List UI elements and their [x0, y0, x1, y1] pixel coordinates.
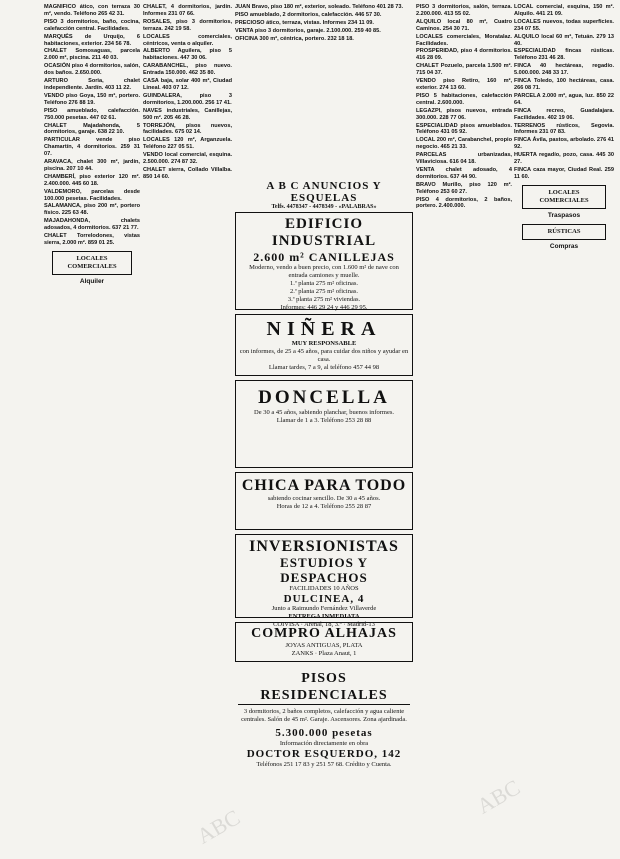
ad-title: NIÑERA [266, 318, 382, 340]
ad-chica-para-todo [235, 472, 413, 530]
classified-ad: LOCALES nuevos, todas superficies. 234 07 55. [514, 18, 614, 32]
classified-ad: JUAN Bravo, piso 180 m², exterior, soleado. Teléfono 401 28 73. [235, 4, 404, 10]
classified-ad: VENDO local comercial, esquina. 2.500.000. 274 87 32. [143, 152, 232, 166]
ad-subtitle: 2.600 m² CANILLEJAS [253, 250, 395, 264]
ad-line: Información directamente en obra [279, 740, 369, 747]
ad-line: ENTREGA INMEDIATA [288, 613, 360, 620]
ad-body: 3 dormitorios, 2 baños completos, calefacción y agua caliente centrales. Salón de 45 m². Garaje. Ascensores. Zona ajardinada. [241, 708, 407, 723]
classified-ad: ALQUILO local 60 m², Tetuán. 279 13 40. [514, 33, 614, 47]
classified-ad: LOCALES 120 m², Arganzuela. Teléfono 227 05 51. [143, 137, 232, 151]
classified-ad: CARABANCHEL, piso nuevo. Entrada 150.000. 462 35 80. [143, 63, 232, 77]
ad-contact: Llamar tardes, 7 a 9, al teléfono 457 44 98 [268, 364, 380, 371]
ad-body: con informes, de 25 a 45 años, para cuidar dos niños y ayudar en casa. [239, 348, 409, 363]
ad-edificio-industrial [235, 212, 413, 310]
ad-title: PISOS RESIDENCIALES [238, 670, 410, 705]
classified-ad: LOCALES comerciales, céntricos, venta o alquiler. [143, 33, 232, 47]
ad-doncella [235, 380, 413, 468]
classified-ad: FINCA caza mayor, Ciudad Real. 259 11 60. [514, 166, 614, 180]
ad-line: FACILIDADES 10 AÑOS [289, 585, 359, 592]
ad-body: sabiendo cocinar sencillo. De 30 a 45 años. [267, 495, 381, 502]
classified-page [6, 4, 614, 854]
classified-ad: GUINDALERA, piso 3 dormitorios, 1.200.000. 256 17 41. [143, 92, 232, 106]
classified-ad: TERRENOS rústicos, Segovia. Informes 231 07 83. [514, 122, 614, 136]
ad-item: 1.ª planta 275 m² oficinas. [289, 280, 358, 287]
classified-ad: FINCA Ávila, pastos, arbolado. 276 41 92. [514, 137, 614, 151]
abc-header [235, 180, 413, 213]
ad-contact: Teléfonos 251 17 83 y 251 57 68. Crédito y Cuenta. [256, 761, 392, 768]
ad-title: COMPRO ALHAJAS [251, 626, 397, 641]
section-label: LOCALES COMERCIALES [67, 254, 117, 270]
section-subtitle: Traspasos [547, 211, 581, 219]
ad-contact: ZANKS · Plaza Anaut, 1 [291, 650, 357, 657]
ad-line: Junto a Raimundo Fernández Villaverde [271, 605, 377, 612]
classified-ad: ESPECIALIDAD fincas rústicas. Teléfono 231 46 28. [514, 48, 614, 62]
ad-body: De 30 a 45 años, sabiendo planchar, buenos informes. [254, 409, 394, 416]
classified-ad: LOCAL 200 m², Carabanchel, propio negocio. 465 21 33. [416, 137, 512, 151]
ad-ninera [235, 314, 413, 376]
classified-ad: ROSALES, piso 3 dormitorios, terraza. 242 19 58. [143, 18, 232, 32]
classified-ad: VENDO piso Goya, 150 m², portero. Teléfono 276 88 19. [44, 92, 140, 106]
classified-ad: CHALET Pozuelo, parcela 1.500 m². 715 04 37. [416, 63, 512, 77]
ad-title: INVERSIONISTAS [249, 538, 399, 555]
column-3-top [235, 4, 413, 174]
col2-list [143, 4, 232, 181]
ad-title: DONCELLA [258, 387, 390, 408]
classified-ad: CHALET Somosaguas, parcela 2.000 m², piscina. 211 40 03. [44, 48, 140, 62]
classified-ad: MAGNIFICO ático, con terraza 30 m², vendo. Teléfono 265 42 31. [44, 4, 140, 17]
ad-item: 3.ª planta 275 m² viviendas. [287, 296, 361, 303]
col1-list [44, 4, 140, 247]
ad-pisos-residenciales [235, 666, 413, 852]
ad-title: EDIFICIO INDUSTRIAL [271, 216, 377, 249]
abc-watermark: ABC [192, 804, 245, 849]
classified-ad: PARCELA 2.000 m², agua, luz. 850 22 64. [514, 92, 614, 106]
ad-contact: COIVISA · Arenal, 18, 3.º · Madrid-13 [273, 621, 375, 628]
classified-ad: VENTA piso 3 dormitorios, garaje. 2.100.000. 259 40 85. [235, 27, 381, 34]
classified-ad: LEGAZPI, pisos nuevos, entrada 300.000. 228 77 06. [416, 107, 512, 121]
column-5 [514, 4, 614, 854]
classified-ad: PISO 5 habitaciones, calefacción central. 2.600.000. [416, 92, 512, 106]
classified-ad: FINCA Toledo, 100 hectáreas, casa. 266 08 71. [514, 78, 614, 91]
col5-list-top [514, 4, 614, 181]
ad-subtitle: JOYAS ANTIGUAS, PLATA [285, 642, 363, 649]
section-locales-comerciales-2 [522, 185, 606, 209]
classified-ad: OFICINA 300 m², céntrica, portero. 232 18 18. [235, 35, 354, 42]
ad-address: DULCINEA, 4 [283, 593, 365, 605]
column-4 [416, 4, 512, 854]
column-1 [44, 4, 140, 854]
col4-list [416, 4, 512, 210]
classified-ad: MARQUÉS de Urquijo, 6 habitaciones, exterior. 234 56 78. [44, 33, 140, 47]
ad-inversionistas [235, 534, 413, 628]
classified-ad: PISO 3 dormitorios, salón, terraza. 2.200.000. 413 55 02. [416, 4, 512, 17]
classified-ad: NAVES industriales, Canillejas, 500 m². 205 46 28. [143, 107, 232, 121]
classified-ad: CHALET Torrelodones, vistas sierra, 2.000 m². 859 01 25. [44, 233, 140, 246]
classified-ad: BRAVO Murillo, piso 120 m². Teléfono 253 60 27. [416, 181, 512, 195]
classified-ad: ARTURO Soria, chalet independiente. Jardín. 403 11 22. [44, 78, 140, 91]
section-label: RÚSTICAS [547, 227, 581, 235]
col3-list [235, 4, 413, 43]
classified-ad: CHALET, 4 dormitorios, jardín. Informes 231 07 66. [143, 4, 232, 17]
classified-ad: FINCA 40 hectáreas, regadío. 5.000.000. 248 33 17. [514, 63, 614, 77]
ad-subtitle: ESTUDIOS Y DESPACHOS [280, 555, 368, 585]
classified-ad: PARTICULAR vende piso Chamartín, 4 dormitorios. 259 31 07. [44, 137, 140, 158]
classified-ad: PISO amueblado, 2 dormitorios, calefacción. 446 57 30. [235, 11, 382, 18]
abc-header-phones: Telfs. 4478347 - 4478349 - «PALABRAS» [271, 204, 377, 210]
classified-ad: PROSPERIDAD, piso 4 dormitorios. 416 28 09. [416, 48, 512, 62]
classified-ad: ARAVACA, chalet 300 m², jardín, piscina. 207 10 44. [44, 159, 140, 172]
section-locales-comerciales [52, 251, 132, 275]
classified-ad: ALBERTO Aguilera, piso 5 habitaciones. 447 30 06. [143, 48, 232, 62]
section-subtitle: Alquiler [79, 277, 105, 285]
section-rusticas [522, 224, 606, 240]
section-subtitle: Compras [549, 242, 579, 250]
section-label: LOCALES COMERCIALES [539, 188, 589, 204]
classified-ad: SALAMANCA, piso 200 m², portero físico. 225 63 48. [44, 203, 140, 217]
ad-title: CHICA PARA TODO [241, 477, 407, 494]
classified-ad: VENTA chalet adosado, 4 dormitorios. 637 44 90. [416, 166, 512, 180]
classified-ad: VALDEMORO, parcelas desde 100.000 pesetas. Facilidades. [44, 188, 140, 202]
ad-address: DOCTOR ESQUERDO, 142 [246, 748, 402, 760]
classified-ad: LOCALES comerciales, Moratalaz. Facilidades. [416, 33, 512, 47]
classified-ad: MAJADAHONDA, chalets adosados, 4 dormitorios. 637 21 77. [44, 218, 140, 232]
classified-ad: PARCELAS urbanizadas, Villaviciosa. 616 04 18. [416, 152, 512, 166]
classified-ad: PISO amueblado, calefacción. 750.000 pesetas. 447 02 61. [44, 107, 140, 121]
ad-contact: Llamar de 1 a 3. Teléfono 253 28 88 [276, 417, 372, 424]
column-2 [143, 4, 232, 854]
ad-subtitle: MUY RESPONSABLE [291, 340, 357, 347]
ad-contact: Horas de 12 a 4. Teléfono 255 28 87 [276, 503, 372, 510]
classified-ad: OCASIÓN piso 4 dormitorios, salón, dos baños. 2.650.000. [44, 63, 140, 77]
abc-watermark: ABC [472, 774, 525, 819]
classified-ad: PISO 4 dormitorios, 2 baños, portero. 2.400.000. [416, 196, 512, 210]
classified-ad: ALQUILO local 80 m², Cuatro Caminos. 254 30 71. [416, 18, 512, 32]
classified-ad: ESPECIALIDAD pisos amueblados. Teléfono 431 05 92. [416, 122, 512, 136]
classified-ad: CHAMBERÍ, piso exterior 120 m². 2.400.000. 445 60 18. [44, 173, 140, 187]
classified-ad: PISO 3 dormitorios, baño, cocina, calefacción central. Facilidades. [44, 18, 140, 32]
ad-compro-alhajas [235, 622, 413, 662]
classified-ad: FINCA recreo, Guadalajara. Facilidades. 402 19 06. [514, 107, 614, 121]
classified-ad: HUERTA regadío, pozo, casa. 445 30 27. [514, 152, 614, 166]
classified-ad: VENDO piso Retiro, 160 m², exterior. 274 13 60. [416, 78, 512, 91]
classified-ad: TORREJÓN, pisos nuevos, facilidades. 675 02 14. [143, 122, 232, 136]
classified-ad: LOCAL comercial, esquina, 150 m². Alquilo. 441 21 09. [514, 4, 614, 17]
classified-ad: CHALET Majadahonda, 5 dormitorios, garaje. 638 22 10. [44, 122, 140, 136]
ad-body: Moderno, vendo a buen precio, con 1.600 m² de nave con entrada camiones y muelle. [249, 264, 399, 279]
ad-item: 2.ª planta 275 m² oficinas. [289, 288, 358, 295]
ad-price: 5.300.000 pesetas [275, 727, 373, 739]
classified-ad: PRECIOSO ático, terraza, vistas. Informes 234 11 09. [235, 19, 374, 26]
ad-contact: Informes: 446 29 24 y 446 29 95. [280, 304, 368, 311]
classified-ad: CHALET sierra, Collado Villalba. 850 14 60. [143, 166, 232, 180]
abc-header-title: A B C ANUNCIOS Y ESQUELAS [266, 180, 382, 204]
classified-ad: CASA baja, solar 400 m², Ciudad Lineal. 403 07 12. [143, 78, 232, 91]
